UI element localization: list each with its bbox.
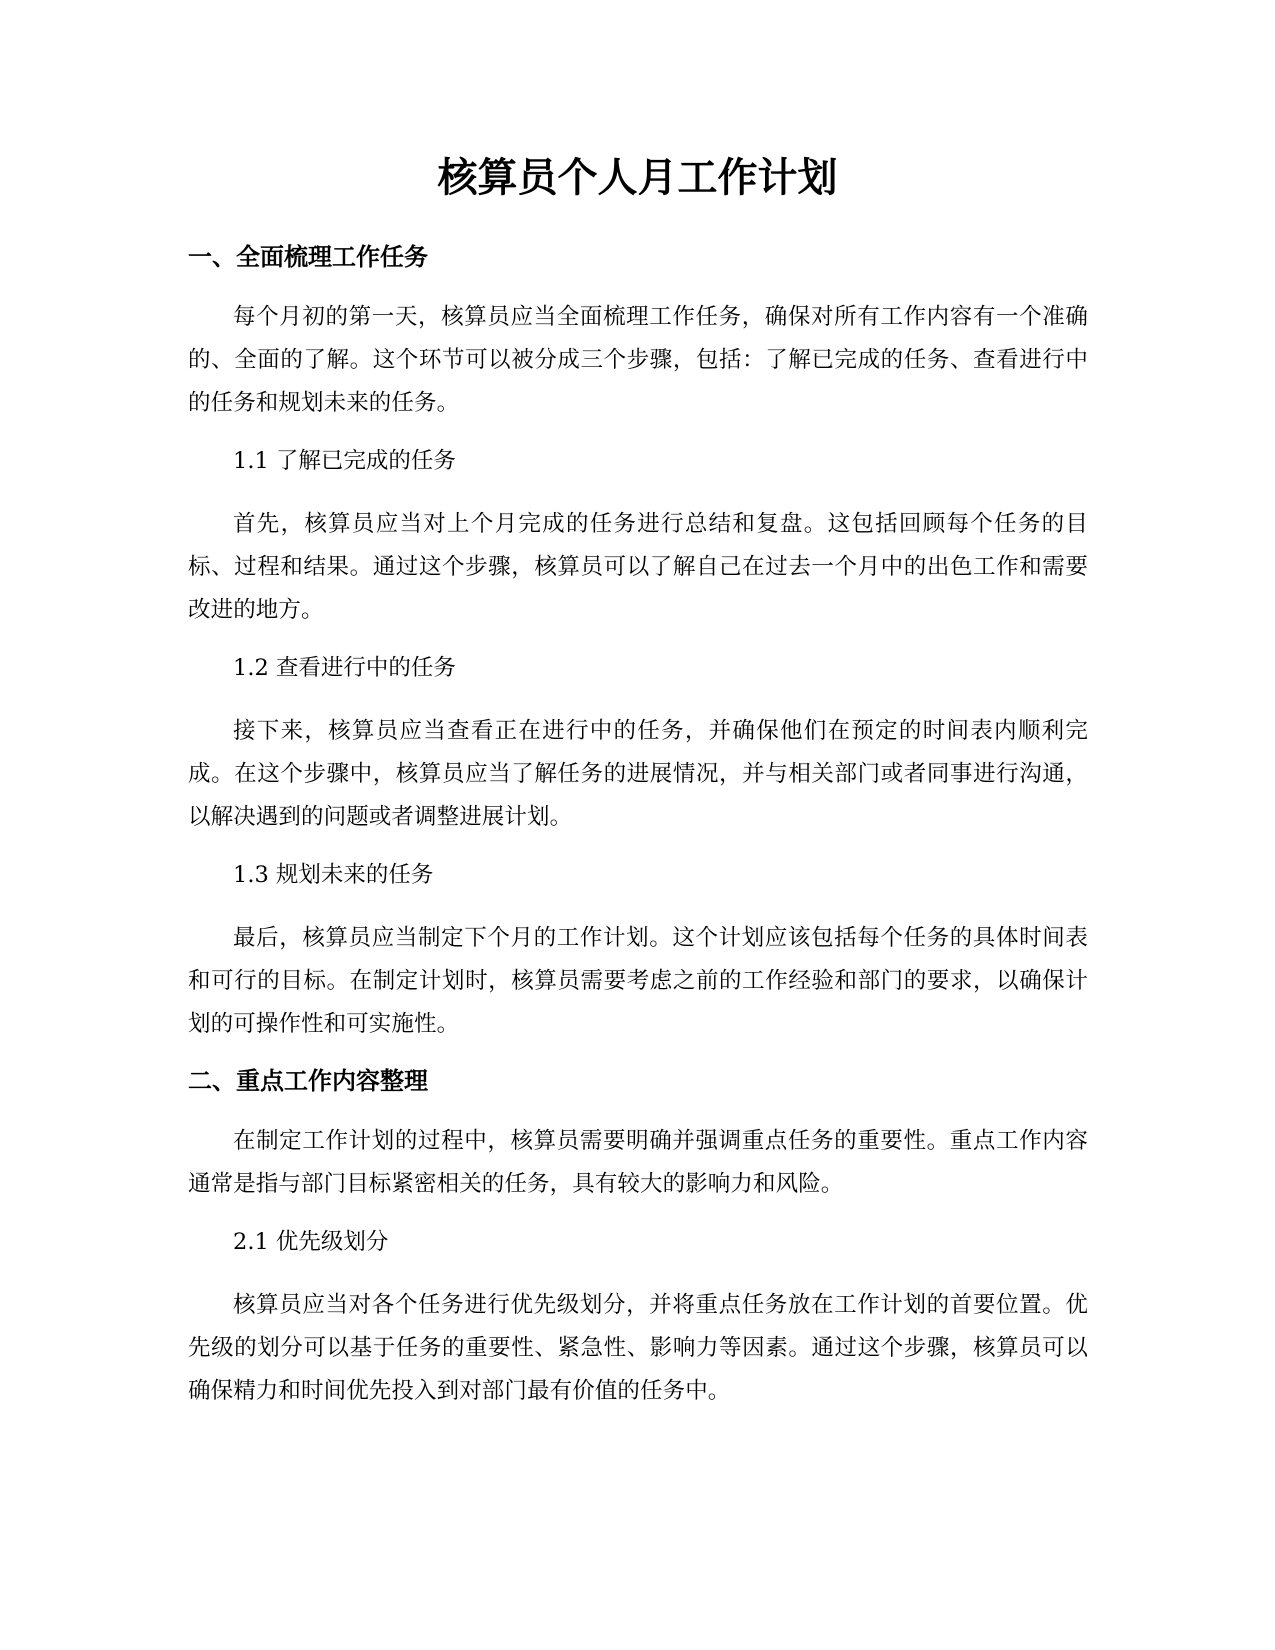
subsection-body: 最后，核算员应当制定下个月的工作计划。这个计划应该包括每个任务的具体时间表和可行的目标。在制定计划时，核算员需要考虑之前的工作经验和部门的要求，以确保计划的可操作性和可实施性。	[188, 925, 1088, 1037]
subsection-body: 接下来，核算员应当查看正在进行中的任务，并确保他们在预定的时间表内顺利完成。在这个步骤中，核算员应当了解任务的进展情况，并与相关部门或者同事进行沟通，以解决遇到的问题或者调整进展计划。	[188, 718, 1088, 830]
subsection-heading: 2.1 优先级划分	[233, 1229, 389, 1255]
document-body	[188, 240, 1088, 1431]
subsection-heading: 1.1 了解已完成的任务	[233, 448, 456, 474]
section-1	[188, 240, 1088, 1046]
subsection-body: 首先，核算员应当对上个月完成的任务进行总结和复盘。这包括回顾每个任务的目标、过程和结果。通过这个步骤，核算员可以了解自己在过去一个月中的出色工作和需要改进的地方。	[188, 511, 1088, 623]
section-heading: 一、全面梳理工作任务	[188, 243, 428, 271]
subsection-heading: 1.3 规划未来的任务	[233, 862, 434, 888]
section-intro: 在制定工作计划的过程中，核算员需要明确并强调重点任务的重要性。重点工作内容通常是指与部门目标紧密相关的任务，具有较大的影响力和风险。	[188, 1128, 1088, 1197]
subsection-body: 核算员应当对各个任务进行优先级划分，并将重点任务放在工作计划的首要位置。优先级的划分可以基于任务的重要性、紧急性、影响力等因素。通过这个步骤，核算员可以确保精力和时间优先投入到对部门最有价值的任务中。	[188, 1292, 1088, 1404]
document-title: 核算员个人月工作计划	[437, 155, 838, 201]
subsection-heading: 1.2 查看进行中的任务	[233, 655, 456, 681]
section-heading: 二、重点工作内容整理	[188, 1067, 428, 1095]
section-intro: 每个月初的第一天，核算员应当全面梳理工作任务，确保对所有工作内容有一个准确的、全面的了解。这个环节可以被分成三个步骤，包括：了解已完成的任务、查看进行中的任务和规划未来的任务。	[188, 304, 1088, 416]
section-2	[188, 1064, 1088, 1413]
